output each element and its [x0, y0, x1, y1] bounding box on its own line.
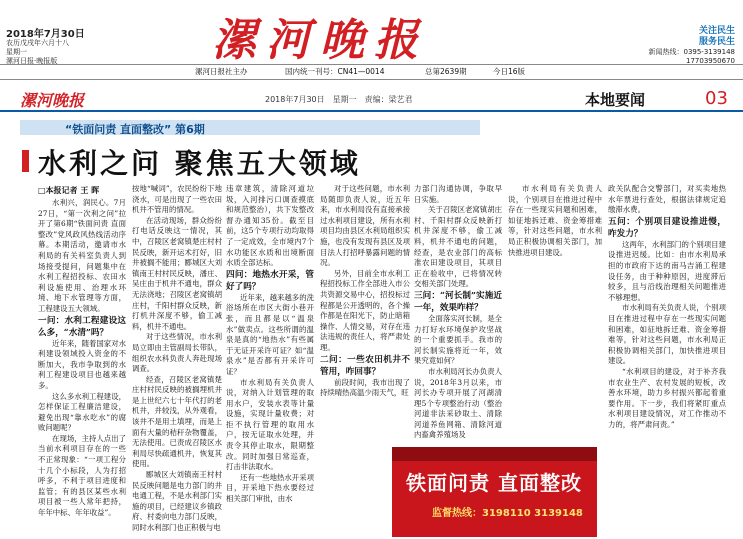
paragraph: 水利兴，润民心。7月27日，“第一次利之问”拉开了第6期“铁面问责 直面整改”党风政风热线活动序幕。本期活动，邀请市水利局的有关科室负责人到场接受提问，问题集中在水利工程招投标、农田水利设施使用、治理水环境、地下水管理等方面，工程建设五大领域。	[38, 198, 126, 313]
page-number: 03	[705, 88, 728, 109]
paragraph: 近年来，越来越多的洗浴场所在市区大街小巷开张，而且都是以“温泉水”做卖点。这些所谓的温泉是真的“地热水”有些属于无证开采许可证？如“温泉水”是否都有开采许可证？	[226, 292, 314, 376]
paragraph: 市水利局有关负责人说，个别项目在推进过程中存在一些现实问题和困难，如征地拆迁难、资金筹措难等，针对这些问题，市水利局正积极协调相关部门，加快推进项目建设。	[608, 303, 726, 366]
paragraph: “水利项目的建设，对于补齐我市农业生产、农村发展的短板，改善水环境，助力乡村振兴都起着重要作用。下一步，我们将紧盯重点水利项目建设情况，对工作推动不力的，将严肃问责。”	[608, 366, 726, 429]
series-label: “铁面问责 直面整改” 第6期	[65, 123, 205, 136]
paragraph: 经查，召陵区老窝镇楚庄村村民反映的被搁埋机井是上世纪六七十年代打的老机井，并较浅，从外观看，该井不是用土填埋，而是上面有大量的秸秆杂物覆盖，无法使用。已责成召陵区水利局尽快疏通机井，恢复其使用。	[132, 374, 222, 469]
slogan-line: 服务民生	[698, 37, 735, 47]
subheading: 二问：一些农田机井不管用，咋回事？	[320, 354, 410, 377]
issn: 国内统一刊号：CN41—0014	[285, 67, 385, 76]
paragraph: 对于这些情况，市水利局立即由主管副局长带队，组织农水科负责人奔赴现场调查。	[132, 332, 222, 374]
paragraph: 政关队配合交警部门，对买卖地热水年票进行查处，根据法律规定追缴滞水费。	[608, 184, 726, 215]
masthead	[0, 0, 743, 66]
page-count: 今日16版	[493, 67, 526, 76]
paragraph: 力部门沟通协调，争取早日实施。	[414, 184, 502, 204]
lunar-date: 农历戊戌年六月十八	[6, 39, 69, 47]
masthead-date	[6, 30, 85, 66]
ad-title: 铁面问责 直面整改	[406, 471, 582, 495]
paragraph: 在活动现场，群众纷纷打电话反映这一情况，其中，召陵区老窝镇楚庄村村民反映，新开运术打好，旧井被搁不能用；郾城区大刘镇南王村村民反映，潘庄、吴庄由于机井不通电，群众无法浇地；召陵区老窝镇胡庄村，千阳村群众反映，新打机井深度不够，偷工减料，机井不通电。	[132, 215, 222, 331]
publication-info-bar	[0, 64, 743, 80]
article-column-4	[320, 184, 410, 446]
article-column-5	[414, 184, 502, 446]
paragraph: 全面落实河长制，是全力打好水环境保护攻坚战的一个重要抓手。我市的河长制实施将近一年，效果究竟如何？	[414, 313, 502, 366]
paragraph: 这两年，水利部门的个别项目建设推进迟缓。比如：由市水利局承担的市政府下达的南马吉涌工程建设任务，由于种种原因，进度滞后较多，且与沿线治理相关问题推进不够理想。	[608, 239, 726, 302]
ad-stripe	[392, 447, 597, 461]
article-column-6	[608, 184, 726, 536]
paragraph: 关于召陵区老窝镇胡庄村、千阳村群众反映新打机井深度不够，偷工减料，机井不通电的问题，经查，是农业部门的高标准农田建设项目，其项目正在验收中，已将情况转交相关部门处理。	[414, 205, 502, 289]
article-column-1	[38, 198, 126, 536]
paragraph: 另外，目前全市水利工程招投标工作全部进入市公共资源交易中心，招投标过程都是公开透明的，各个操作都是在阳光下，防止暗箱操作、人情交易，对存在违法违规的责任人，将严肃处理。	[320, 268, 410, 352]
paragraph: 郾城区大刘镇南王村村民反映问题是电力部门的井电通工程，不是水利部门实施的项目，已经建议乡镇政府、村委向电力部门反映，同时水利部门也正积极与电	[132, 470, 222, 532]
page-header	[0, 88, 743, 112]
slogan	[615, 26, 735, 48]
article-column-2	[132, 184, 222, 536]
publisher: 漯河日报社主办	[195, 67, 248, 76]
headline-text: 水利之问 聚焦五大领域	[38, 147, 361, 180]
issue-number: 总第2639期	[425, 67, 467, 76]
paragraph: 前段时间，我市出现了持续晴热高温少雨天气，旺	[320, 377, 410, 398]
paragraph: 还有一些地热水开采项目，开采地下热水要经过相关部门审批，由水	[226, 472, 314, 504]
paragraph: 市水利局有关负责人说，对纳入计划管理的取用水户，安装水表等计量设施，实现计量收费；对拒不执行管理的取用水户，按无证取水处理，并责令其停止取水，限期整改。同时加强日常巡查，打击非法取水。	[226, 377, 314, 472]
article-column-3	[226, 184, 314, 536]
hotline-line: 17703950670	[686, 57, 735, 65]
series-banner	[20, 120, 480, 135]
subheading: 五问：个别项目建设推进慢，咋发力？	[608, 216, 726, 239]
headline-accent	[22, 150, 29, 172]
paragraph: 市水利局河长办负责人说，2018年3月以来，市河长办专项开展了河湖清理5个专项整治行动（整治河道非法采砂取土、清除河道养鱼网箱、清除河道内畜禽养殖场及	[414, 366, 502, 440]
date-line: 2018年7月30日	[6, 29, 85, 40]
paragraph: 按地“喊词”，农民纷纷下地浇水，可是出现了一些农田机井不管用的情况。	[132, 184, 222, 215]
slogan-line: 关注民生	[698, 26, 735, 36]
article-headline	[38, 142, 361, 182]
page-date: 2018年7月30日 星期一 责编：梁艺君	[265, 95, 413, 104]
ad-hotline: 监督热线：3198110 3139148	[432, 508, 583, 519]
paragraph: 在现场，主持人点出了当前水利项目存在的一些不正常现象：“一项工程分十几个小标段，人为打招呼多，不利于项目进度和监管；有的县区某些水利项目被一些人常年把持，年年中标、年年收益”。	[38, 433, 126, 518]
subheading: 四问：地热水开采，管好了吗？	[226, 269, 314, 292]
paragraph: 对于这些问题，市水利局随即负责人说，近五年来，市水利局没有直接承接过水利项目建设，所有水利项目均由县区水利局组织实施，也没有发现有县区及项目法人打招呼暴露问题的情况。	[320, 184, 410, 268]
subheading: 一问：水利工程建设这么多，“水清”吗？	[38, 315, 126, 338]
byline: □本报记者 王 晖	[38, 186, 100, 195]
paragraph: 近年来，随着国家对水利建设领域投入资金的不断加大，我市争取到的水利工程建设项目也越来越多。	[38, 338, 126, 390]
newspaper-title: 漯河晚报	[212, 15, 428, 66]
subheading: 三问：“河长制”实施近一年，效果咋样？	[414, 290, 502, 313]
edition-label: 漯河日报·晚报版	[6, 57, 58, 65]
campaign-ad-box	[392, 447, 597, 537]
article-column-5b	[508, 184, 602, 446]
hotline-line: 新闻热线：0395-3139148	[648, 48, 735, 56]
paragraph: 违章建筑，清除河道垃圾，入河排污口调查摸底和规范整治），共下发整改督办通知35份。截至目前，这5个专项行动均取得了一定成效，全市境内7个水功能区水质和出境断面水质全部达标。	[226, 184, 314, 268]
page-logo: 漯河晚报	[20, 91, 85, 110]
section-title: 本地要闻	[585, 91, 646, 109]
paragraph: 这么多水利工程建设，怎样保证工程廉洁建设，避免出现“靠水吃水”的腐败问题呢？	[38, 391, 126, 433]
paragraph: 市水利局有关负责人说，个别项目在推进过程中存在一些现实问题和困难，如征地拆迁难、资金筹措难等，针对这些问题，市水利局正积极协调相关部门，加快推进项目建设。	[508, 184, 602, 257]
weekday: 星期一	[6, 48, 27, 56]
